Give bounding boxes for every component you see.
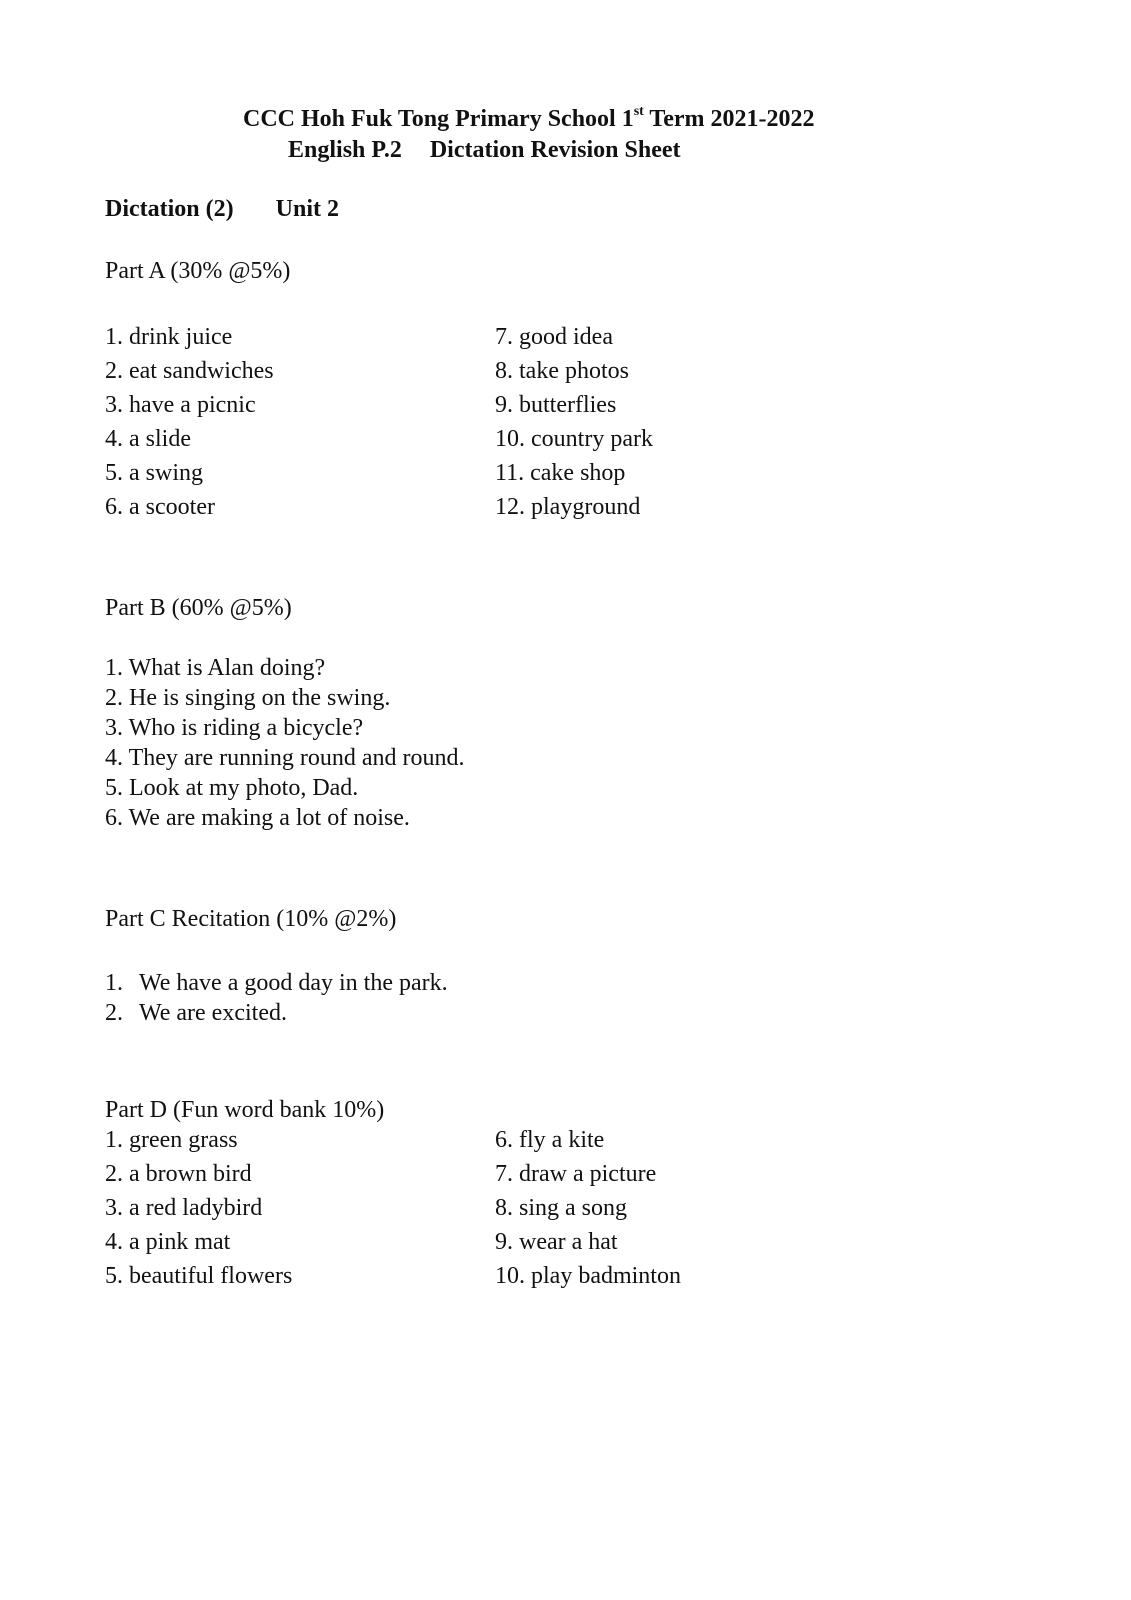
list-item: 8. take photos [495, 358, 629, 384]
dictation-unit: Unit 2 [275, 196, 339, 222]
part-c-heading: Part C Recitation (10% @2%) [105, 906, 397, 932]
list-item: 6. We are making a lot of noise. [105, 805, 410, 831]
list-item: 3. a red ladybird [105, 1195, 263, 1221]
list-item: 4. a pink mat [105, 1229, 231, 1255]
part-a-left-list [105, 324, 274, 528]
item-number: 2. [105, 1000, 123, 1026]
title-text-post: Term 2021-2022 [643, 106, 815, 132]
part-b-heading: Part B (60% @5%) [105, 595, 292, 621]
list-item: 5. Look at my photo, Dad. [105, 775, 359, 801]
item-text: We are excited. [139, 1000, 287, 1026]
item-text: We have a good day in the park. [139, 970, 448, 996]
list-item: 2. eat sandwiches [105, 358, 274, 384]
part-d-heading: Part D (Fun word bank 10%) [105, 1097, 385, 1123]
part-d-right-list [495, 1127, 681, 1297]
part-a-heading: Part A (30% @5%) [105, 258, 291, 284]
list-item: 7. good idea [495, 324, 613, 350]
part-c-list [105, 970, 448, 1030]
list-item: 5. a swing [105, 460, 203, 486]
part-d-left-list [105, 1127, 292, 1297]
dictation-number: Dictation (2) [105, 196, 234, 222]
list-item: 8. sing a song [495, 1195, 627, 1221]
list-item: 1. What is Alan doing? [105, 655, 326, 681]
list-item: 6. a scooter [105, 494, 215, 520]
list-item: 4. a slide [105, 426, 191, 452]
subtitle-sheet: Dictation Revision Sheet [429, 137, 681, 163]
list-item: 1. green grass [105, 1127, 238, 1153]
list-item: 5. beautiful flowers [105, 1263, 293, 1289]
list-item: 2. He is singing on the swing. [105, 685, 391, 711]
title-text-pre: CCC Hoh Fuk Tong Primary School 1 [243, 106, 634, 132]
list-item [105, 970, 448, 1000]
part-a-right-list [495, 324, 653, 528]
list-item: 6. fly a kite [495, 1127, 605, 1153]
title-ordinal-suffix: st [633, 104, 644, 119]
list-item: 3. have a picnic [105, 392, 256, 418]
dictation-heading [105, 196, 339, 223]
list-item: 12. playground [495, 494, 641, 520]
list-item: 9. butterflies [495, 392, 617, 418]
part-b-list [105, 655, 464, 835]
subtitle-course: English P.2 [288, 137, 402, 163]
page-title [243, 106, 815, 133]
list-item: 2. a brown bird [105, 1161, 252, 1187]
page-subtitle [288, 137, 681, 164]
list-item: 11. cake shop [495, 460, 626, 486]
list-item: 3. Who is riding a bicycle? [105, 715, 364, 741]
item-number: 1. [105, 970, 123, 996]
list-item: 1. drink juice [105, 324, 233, 350]
list-item: 10. country park [495, 426, 653, 452]
list-item: 10. play badminton [495, 1263, 681, 1289]
list-item: 9. wear a hat [495, 1229, 618, 1255]
list-item: 7. draw a picture [495, 1161, 657, 1187]
list-item [105, 1000, 448, 1030]
list-item: 4. They are running round and round. [105, 745, 465, 771]
